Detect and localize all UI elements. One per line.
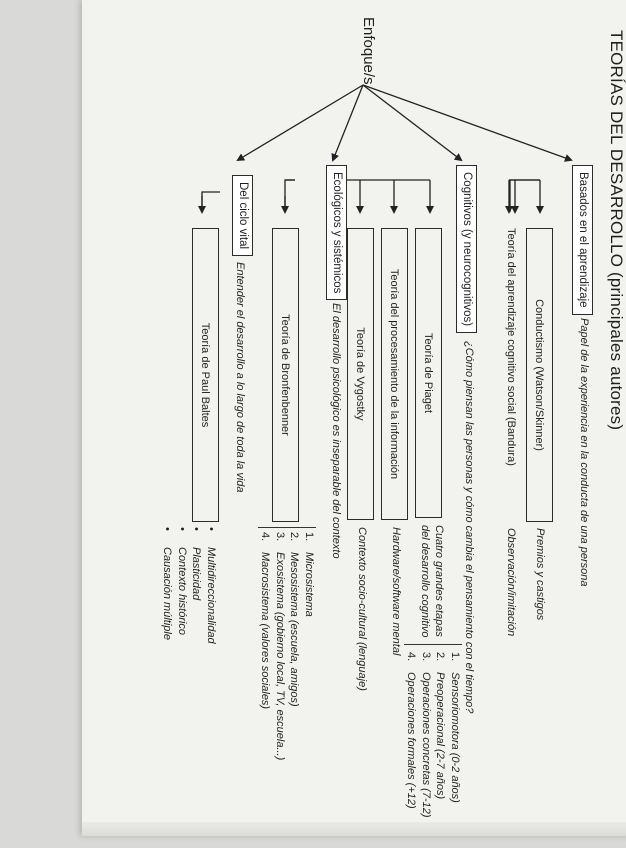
stage-item xyxy=(448,652,463,818)
category-aprendizaje: Basados en el aprendizaje xyxy=(572,165,593,315)
piaget-note-line-2: del desarrollo cognitivo xyxy=(419,525,431,638)
system-text: Mesosistema (escuela, amigos) xyxy=(288,552,301,707)
system-num: 1. xyxy=(303,532,315,542)
theory-conductismo: Conductismo (Watson/Skinner) xyxy=(526,228,553,522)
category-ecologicos: Ecológicos y sistémicos xyxy=(326,165,347,300)
arrow-to-ciclo-vital xyxy=(238,85,363,160)
principle-item xyxy=(204,527,219,644)
diagram-canvas xyxy=(82,0,626,848)
ciclo-vital-description: Entender el desarrollo a lo largo de toda la vida xyxy=(234,262,246,493)
piaget-note xyxy=(418,525,446,638)
ecologicos-description: El desarrollo psicológico es inseparable del contexto xyxy=(330,303,342,559)
arrow-to-cognitivos xyxy=(363,85,461,160)
theory-bronfenbenner: Teoría de Bronfenbenner xyxy=(272,228,299,522)
theory-piaget: Teoría de Piaget xyxy=(415,228,442,518)
theory-baltes: Teoría de Paul Baltes xyxy=(192,228,219,522)
cognitivos-description: ¿Cómo piensan las personas y cómo cambia el pensamiento con el tiempo? xyxy=(463,341,475,714)
bronfenbenner-systems-list xyxy=(258,532,316,760)
bandura-label: Teoría del aprendizaje cognitivo social (Bandura) xyxy=(505,228,517,466)
principle-bullet: • xyxy=(205,527,217,531)
page-title: TEORÍAS DEL DESARROLLO (principales autores) xyxy=(607,30,626,431)
system-num: 4. xyxy=(259,532,272,542)
system-num: 2. xyxy=(288,532,301,542)
stage-num: 2. xyxy=(434,652,447,662)
principle-text: Plasticidad xyxy=(190,547,203,601)
document-page xyxy=(82,0,626,836)
enfoque-label: Enfoque/s xyxy=(360,17,377,85)
category-ciclo-vital: Del ciclo vital xyxy=(232,175,253,256)
principle-text: Contexto histórico xyxy=(176,547,188,636)
bandura-note: Observación/imitación xyxy=(505,528,517,637)
arrow-to-ecologicos xyxy=(333,85,363,160)
baltes-principles-list xyxy=(160,527,218,644)
conductismo-note: Premios y castigos xyxy=(534,528,546,621)
system-text: Macrosistema (valores sociales) xyxy=(259,552,272,710)
theory-vygostky: Teoría de Vygostky xyxy=(347,228,374,520)
branch-aprendizaje xyxy=(515,180,540,212)
principle-item xyxy=(175,527,190,644)
category-cognitivos: Cognitivos (y neurocognitivos) xyxy=(456,165,477,333)
stages-bracket xyxy=(404,644,462,645)
system-item xyxy=(302,532,317,760)
piaget-note-line-1: Cuatro grandes etapas xyxy=(433,525,445,637)
system-item xyxy=(287,532,302,760)
stage-item xyxy=(433,652,448,818)
system-item xyxy=(273,532,288,760)
theory-procesamiento: Teoría del procesamiento de la información xyxy=(381,228,408,520)
principle-item xyxy=(160,527,175,644)
system-num: 3. xyxy=(274,532,286,542)
stage-item xyxy=(404,652,419,818)
principle-bullet: • xyxy=(190,527,203,531)
stage-text: Operaciones concretas (7-12) xyxy=(420,672,432,818)
aprendizaje-description: Papel de la experiencia en la conducta de una persona xyxy=(578,318,590,587)
principle-text: Causación múltiple xyxy=(161,547,174,640)
vygostky-note: Contexto socio-cultural (lenguaje) xyxy=(356,527,368,691)
principle-item xyxy=(189,527,204,644)
procesamiento-note: Hardware/software mental xyxy=(390,527,402,656)
system-text: Exosistema (gobierno local, TV, escuela...) xyxy=(274,552,286,761)
systems-bracket xyxy=(258,527,316,528)
stage-num: 1. xyxy=(449,652,461,662)
system-item xyxy=(258,532,273,760)
piaget-stages-list xyxy=(404,652,462,818)
stage-text: Sensoriomotora (0-2 años) xyxy=(449,672,461,803)
arrow-to-aprendizaje xyxy=(363,85,571,160)
principle-text: Multidireccionalidad xyxy=(205,547,217,644)
branch-ecologicos xyxy=(285,180,295,212)
stage-text: Operaciones formales (+12) xyxy=(405,672,418,809)
system-text: Microsistema xyxy=(303,552,315,617)
stage-num: 4. xyxy=(405,652,418,662)
stage-text: Preoperacional (2-7 años) xyxy=(434,672,447,800)
principle-bullet: • xyxy=(161,527,174,531)
stage-item xyxy=(419,652,434,818)
branch-ciclo-vital xyxy=(202,192,220,212)
stage-num: 3. xyxy=(420,652,432,662)
principle-bullet: • xyxy=(176,527,188,531)
